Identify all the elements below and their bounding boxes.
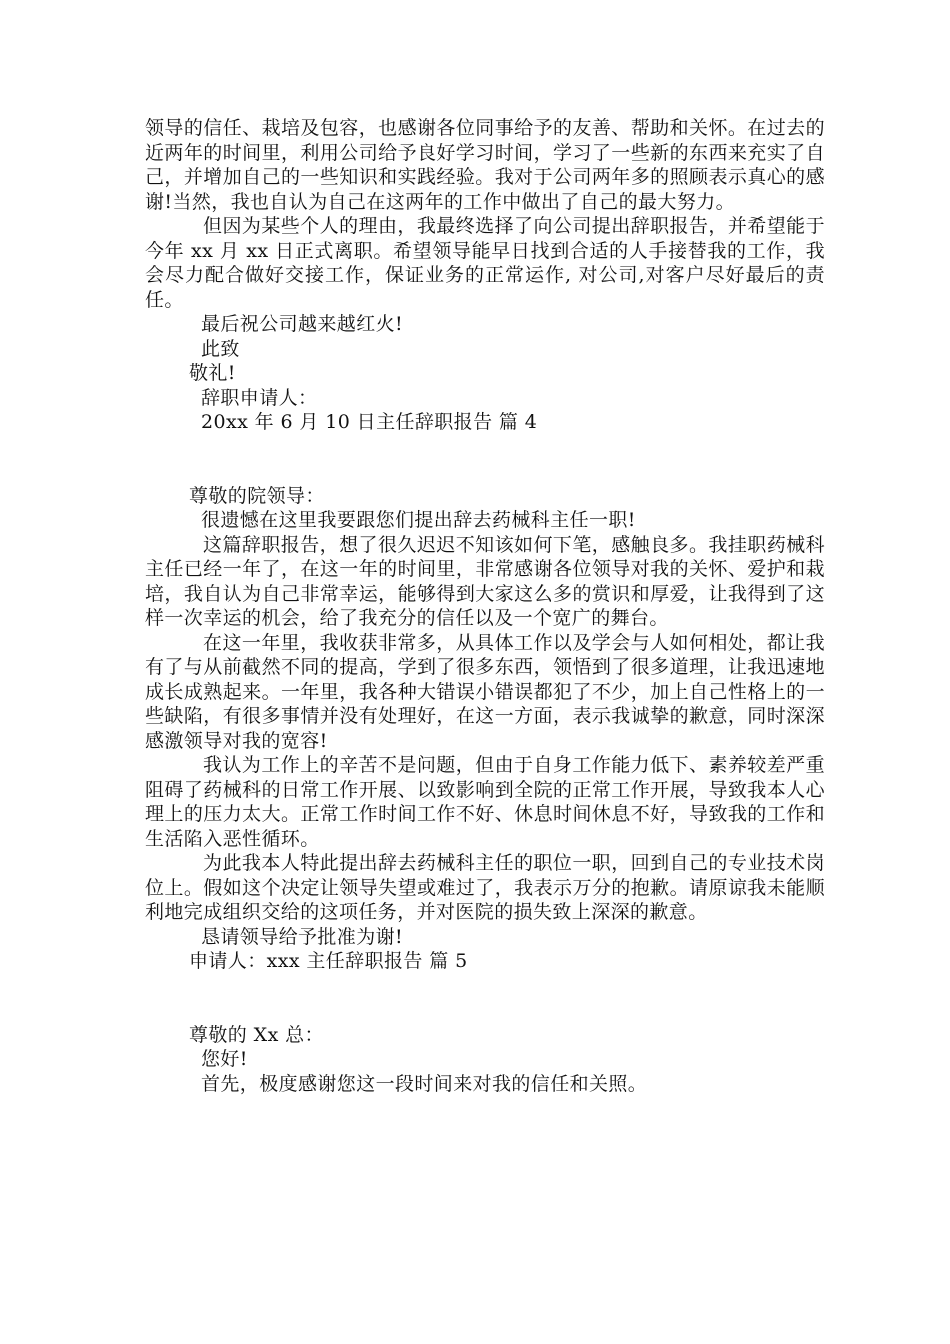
body-paragraph: 在这一年里，我收获非常多，从具体工作以及学会与人如何相处，都让我有了与从前截然不同的提高，学到了很多东西，领悟到了很多道理，让我迅速地成长成熟起来。一年里，我各种大错误小错误都犯了不少，加上自己性格上的一些缺陷，有很多事情并没有处理好，在这一方面，表示我诚挚的歉意，同时深深感激领导对我的宽容!	[145, 631, 825, 752]
request-line: 恳请领导给予批准为谢!	[201, 925, 404, 948]
date-and-section-title: 20xx 年 6 月 10 日主任辞职报告 篇 4	[201, 411, 538, 433]
salutation: 尊敬的院领导：	[189, 484, 325, 507]
body-paragraph: 为此我本人特此提出辞去药械科主任的职位一职，回到自己的专业技术岗位上。假如这个决定让领导失望或难过了，我表示万分的抱歉。请原谅我未能顺利地完成组织交给的这项任务，并对医院的损失致上深深的歉意。	[145, 852, 825, 923]
body-paragraph: 但因为某些个人的理由，我最终选择了向公司提出辞职报告，并希望能于今年 xx 月 xx 日正式离职。希望领导能早日找到合适的人手接替我的工作，我会尽力配合做好交接工作，保证业务的正常运作, 对公司,对客户尽好最后的责任。	[145, 215, 825, 311]
body-paragraph: 我认为工作上的辛苦不是问题，但由于自身工作能力低下、素养较差严重阻碍了药械科的日常工作开展、以致影响到全院的正常工作开展，导致我本人心理上的压力太大。正常工作时间工作不好、休息时间休息不好，导致我的工作和生活陷入恶性循环。	[145, 754, 825, 850]
greeting: 您好!	[201, 1048, 248, 1070]
section-gap	[145, 974, 825, 1023]
salutation: 尊敬的 Xx 总：	[189, 1023, 324, 1046]
document-body	[145, 116, 825, 1096]
body-paragraph: 这篇辞职报告，想了很久迟迟不知该如何下笔，感触良多。我挂职药械科主任已经一年了，在这一年的时间里，非常感谢各位领导对我的关怀、爱护和栽培，我自认为自己非常幸运，能够得到大家这么多的赏识和厚爱，让我得到了这样一次幸运的机会，给了我充分的信任以及一个宽广的舞台。	[145, 533, 825, 629]
body-paragraph: 很遗憾在这里我要跟您们提出辞去药械科主任一职!	[201, 509, 636, 531]
closing-wish: 最后祝公司越来越红火!	[201, 313, 404, 335]
signature-label: 辞职申请人：	[201, 386, 318, 409]
applicant-and-section-title: 申请人：xxx 主任辞职报告 篇 5	[189, 950, 468, 972]
closing-line: 敬礼!	[189, 362, 236, 384]
body-paragraph: 领导的信任、栽培及包容，也感谢各位同事给予的友善、帮助和关怀。在过去的近两年的时间里，利用公司给予良好学习时间，学习了一些新的东西来充实了自己，并增加自己的一些知识和实践经验。我对于公司两年多的照顾表示真心的感谢!当然，我也自认为自己在这两年的工作中做出了自己的最大努力。	[145, 117, 825, 213]
closing-line: 此致	[201, 337, 240, 360]
body-paragraph: 首先，极度感谢您这一段时间来对我的信任和关照。	[201, 1072, 648, 1095]
section-gap	[145, 435, 825, 484]
